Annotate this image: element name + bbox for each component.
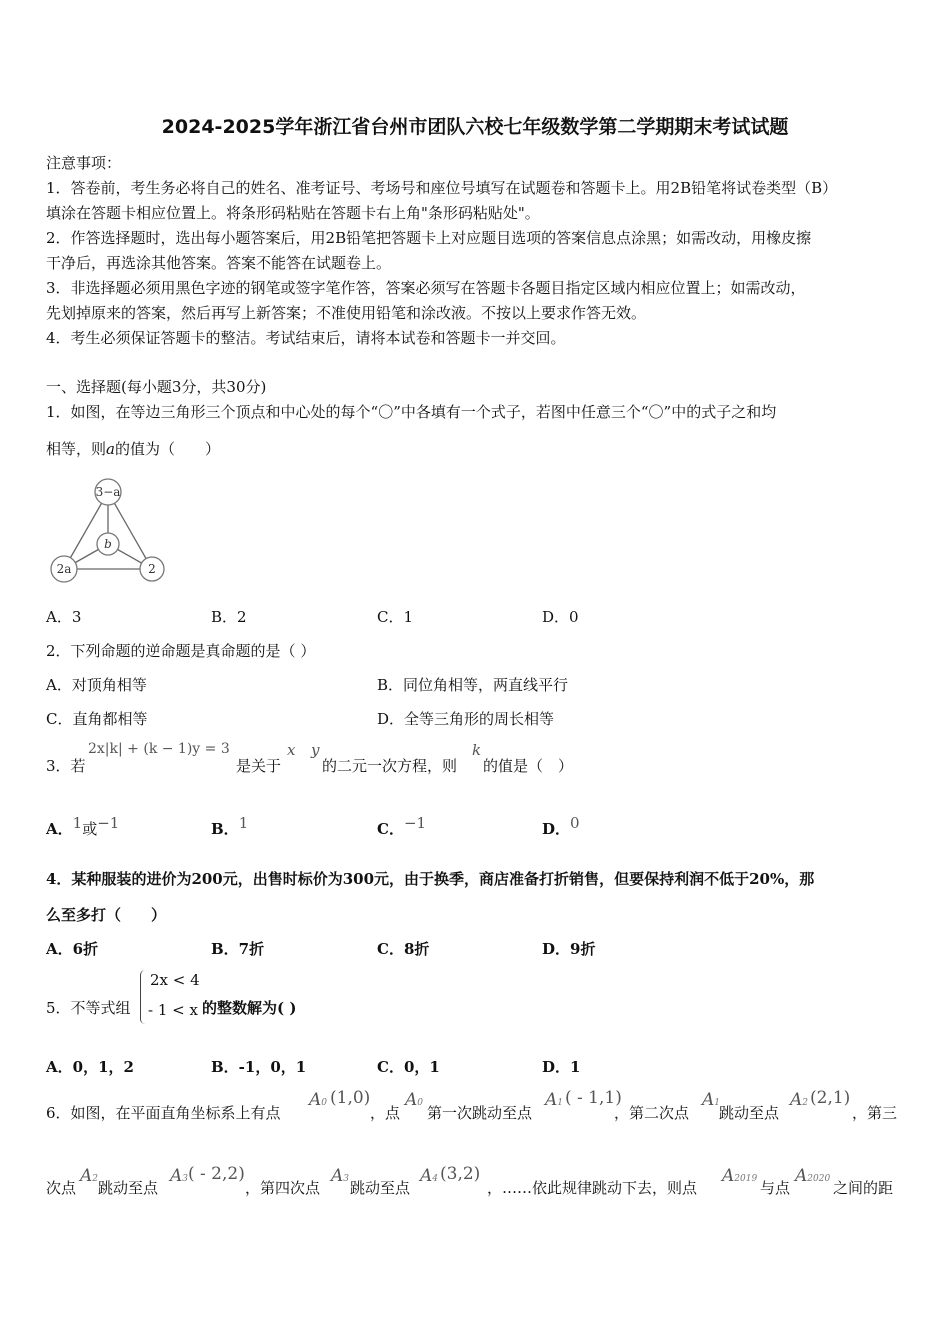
q6-text: 第一次跳动至点	[427, 1104, 533, 1122]
q6-A1-coord: ( - 1,1)	[565, 1088, 622, 1108]
q6-text: ，第三	[852, 1104, 898, 1122]
q4-stem-line2: 么至多打（ ）	[46, 906, 167, 924]
notice-line: 填涂在答题卡相应位置上。将条形码粘贴在答题卡右上角"条形码粘贴处"。	[46, 204, 540, 222]
A: A	[545, 1090, 558, 1110]
sub: 2019	[734, 1174, 758, 1184]
q2-stem: 2．下列命题的逆命题是真命题的是（ ）	[46, 642, 316, 660]
sub: 3	[343, 1174, 350, 1184]
sep: 或	[82, 820, 98, 838]
notice-line: 4．考生必须保证答题卡的整洁。考试结束后，请将本试卷和答题卡一并交回。	[46, 329, 566, 347]
q5-option-d[interactable]: D．1	[542, 1058, 581, 1076]
q6-A3-coord: ( - 2,2)	[188, 1164, 245, 1184]
A: A	[790, 1090, 803, 1110]
label: B．	[211, 820, 239, 838]
q6-A3	[170, 1166, 188, 1186]
A: A	[309, 1090, 322, 1110]
q6-A0	[309, 1090, 327, 1110]
sub: 2020	[807, 1174, 831, 1184]
A: A	[795, 1166, 808, 1186]
q6-A2-ref	[80, 1166, 98, 1186]
q2-option-a[interactable]: A．对顶角相等	[46, 676, 147, 694]
A: A	[405, 1090, 418, 1110]
q6-text: 与点	[760, 1179, 791, 1197]
q3-option-b[interactable]	[211, 814, 249, 839]
q5-option-b[interactable]: B．-1，0，1	[211, 1058, 307, 1076]
q6-text: 跳动至点	[719, 1104, 780, 1122]
var-a: a	[106, 440, 115, 458]
q1-stem-line2	[46, 438, 220, 459]
q5-brace	[140, 970, 145, 1024]
fig-left-label: 2a	[56, 562, 72, 576]
q6-A2020	[795, 1166, 830, 1186]
fig-top-label: 3−a	[95, 485, 121, 499]
q1-stem-line1: 1．如图，在等边三角形三个顶点和中心处的每个“〇”中各填有一个式子，若图中任意三个“〇”中的式子之和均	[46, 403, 777, 421]
label: A．	[46, 820, 73, 838]
q5-option-c[interactable]: C．0，1	[377, 1058, 440, 1076]
notice-heading: 注意事项：	[46, 154, 122, 172]
sub: 0	[417, 1098, 424, 1108]
q6-A0-coord: (1,0)	[330, 1088, 371, 1108]
q4-option-a[interactable]: A．6折	[46, 940, 99, 958]
q3-var-x: x	[287, 741, 296, 759]
notice-line: 先划掉原来的答案，然后再写上新答案；不准使用铅笔和涂改液。不按以上要求作答无效。	[46, 304, 647, 322]
page-title: 2024-2025学年浙江省台州市团队六校七年级数学第二学期期末考试试题	[161, 116, 789, 138]
sub: 0	[321, 1098, 328, 1108]
q4-stem-line1: 4．某种服装的进价为200元，出售时标价为300元，由于换季，商店准备打折销售，但要保持利润不低于20%，那	[46, 870, 815, 888]
q3-var-y: y	[311, 741, 320, 759]
section-heading: 一、选择题(每小题3分，共30分)	[46, 378, 267, 396]
q6-A4	[420, 1166, 438, 1186]
A: A	[170, 1166, 183, 1186]
sub: 3	[182, 1174, 189, 1184]
q4-option-d[interactable]: D．9折	[542, 940, 596, 958]
q6-A3-ref	[331, 1166, 349, 1186]
q6-text: ，……依此规律跳动下去，则点	[487, 1179, 698, 1197]
val: −1	[403, 814, 427, 832]
q6-A1-ref	[702, 1090, 720, 1110]
q5-system-2: - 1 < x	[148, 1001, 198, 1019]
q3-var-k: k	[472, 741, 482, 759]
q6-text: ，第二次点	[614, 1104, 690, 1122]
q1-option-b[interactable]: B．2	[211, 608, 247, 626]
q6-A4-coord: (3,2)	[440, 1164, 481, 1184]
q6-text: 次点	[46, 1179, 77, 1197]
text: 的值为（ ）	[114, 440, 220, 458]
q6-A2019	[722, 1166, 757, 1186]
q5-option-a[interactable]: A．0，1，2	[46, 1058, 134, 1076]
q5-system-1: 2x < 4	[150, 971, 200, 989]
q3-option-c[interactable]	[377, 814, 427, 839]
q3-option-d[interactable]	[542, 814, 580, 839]
sub: 4	[432, 1174, 439, 1184]
q6-A2-coord: (2,1)	[810, 1088, 851, 1108]
q6-text: 跳动至点	[98, 1179, 159, 1197]
triangle-figure	[46, 478, 171, 588]
sub: 1	[714, 1098, 721, 1108]
A: A	[331, 1166, 344, 1186]
q1-option-a[interactable]: A．3	[46, 608, 82, 626]
sub: 2	[92, 1174, 99, 1184]
fig-right-label: 2	[148, 562, 156, 576]
q2-option-b[interactable]: B．同位角相等，两直线平行	[377, 676, 569, 694]
text: 相等，则	[46, 440, 107, 458]
q2-option-d[interactable]: D．全等三角形的周长相等	[377, 710, 555, 728]
q1-option-d[interactable]: D．0	[542, 608, 579, 626]
q6-text: 之间的距	[833, 1179, 894, 1197]
sub: 1	[557, 1098, 564, 1108]
q6-A0-ref	[405, 1090, 423, 1110]
fig-center-label: b	[104, 537, 112, 551]
A: A	[702, 1090, 715, 1110]
q3-equation: 2x|k| + (k − 1)y = 3	[88, 741, 230, 757]
q1-option-c[interactable]: C．1	[377, 608, 414, 626]
val: 1	[238, 814, 249, 832]
A: A	[722, 1166, 735, 1186]
A: A	[80, 1166, 93, 1186]
notice-line: 2．作答选择题时，选出每小题答案后，用2B铅笔把答题卡上对应题目选项的答案信息点涂黑；如需改动，用橡皮擦	[46, 229, 812, 247]
q6-text: ，第四次点	[245, 1179, 321, 1197]
val: −1	[97, 814, 120, 832]
q6-text: 6．如图，在平面直角坐标系上有点	[46, 1104, 281, 1122]
sub: 2	[802, 1098, 809, 1108]
q3-mid2: 的二元一次方程，则	[322, 757, 458, 775]
q6-text: ，点	[370, 1104, 401, 1122]
val: 1	[72, 814, 83, 832]
notice-line: 3．非选择题必须用黑色字迹的钢笔或签字笔作答，答案必须写在答题卡各题目指定区域内相应位置上；如需改动，	[46, 279, 806, 297]
notice-line: 1．答卷前，考生务必将自己的姓名、准考证号、考场号和座位号填写在试题卷和答题卡上。用2B铅笔将试卷类型（B）	[46, 179, 838, 197]
q3-option-a[interactable]	[46, 814, 120, 839]
q6-text: 跳动至点	[350, 1179, 411, 1197]
q5-tail: 的整数解为( )	[202, 999, 297, 1017]
notice-line: 干净后，再选涂其他答案。答案不能答在试题卷上。	[46, 254, 392, 272]
label: C．	[377, 820, 404, 838]
q5-num: 5．不等式组	[46, 999, 131, 1017]
val: 0	[570, 814, 580, 832]
q4-option-c[interactable]: C．8折	[377, 940, 430, 958]
q6-A1	[545, 1090, 563, 1110]
q3-mid: 是关于	[236, 757, 282, 775]
A: A	[420, 1166, 433, 1186]
q3-num: 3．若	[46, 757, 86, 775]
q3-tail: 的值是（ ）	[483, 757, 574, 775]
label: D．	[542, 820, 571, 838]
q6-A2	[790, 1090, 808, 1110]
q2-option-c[interactable]: C．直角都相等	[46, 710, 148, 728]
q4-option-b[interactable]: B．7折	[211, 940, 265, 958]
